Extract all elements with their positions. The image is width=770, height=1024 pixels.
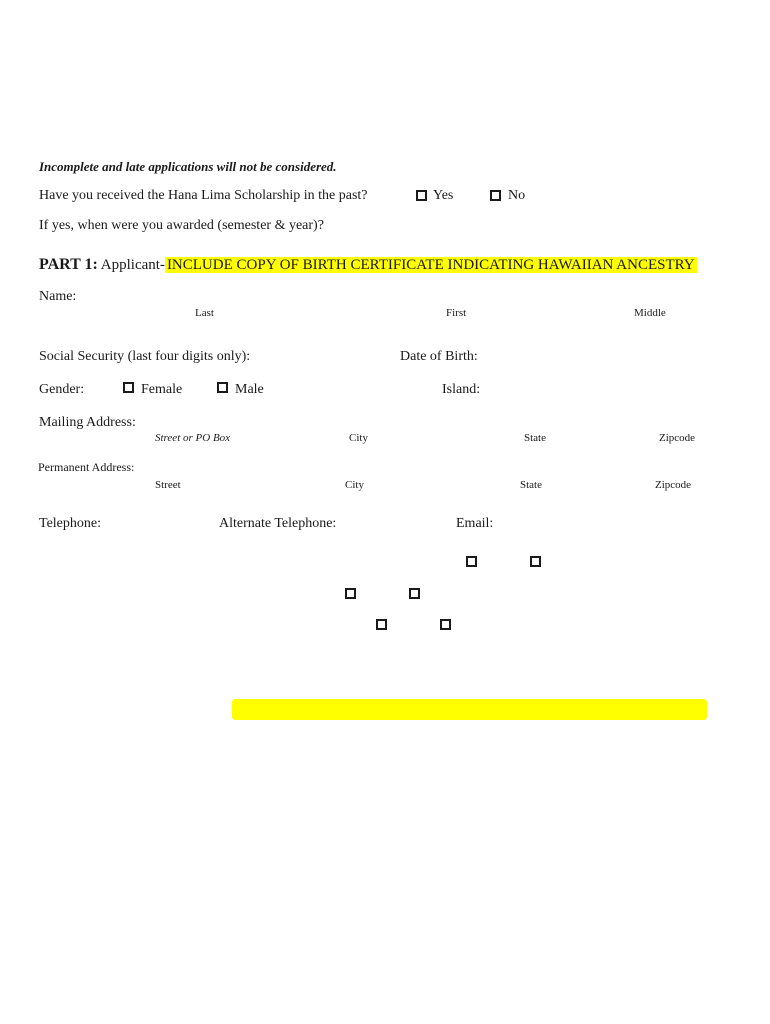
email-label: Email: xyxy=(456,516,494,531)
permanent-state-caption: State xyxy=(520,479,542,491)
part1-applicant: Applicant- xyxy=(100,257,165,273)
name-last-caption: Last xyxy=(195,307,214,319)
mailing-city-caption: City xyxy=(349,432,368,444)
mailing-zip-caption: Zipcode xyxy=(659,432,696,444)
permanent-zip-caption: Zipcode xyxy=(655,479,692,491)
scholarship-question: Have you received the Hana Lima Scholarship in the past? xyxy=(39,188,368,203)
name-label: Name: xyxy=(39,289,77,304)
alt-telephone-label: Alternate Telephone: xyxy=(219,516,337,531)
gender-female-checkbox[interactable] xyxy=(123,382,134,393)
checkbox-row2-b[interactable] xyxy=(409,588,420,599)
part1-prefix: PART 1: xyxy=(39,256,98,273)
gender-label: Gender: xyxy=(39,382,85,397)
permanent-street-caption: Street xyxy=(155,479,181,491)
notice-text: Incomplete and late applications will not be considered. xyxy=(39,159,337,174)
part1-heading xyxy=(39,256,697,274)
gender-male-label: Male xyxy=(235,382,264,397)
checkbox-row3-b[interactable] xyxy=(440,619,451,630)
name-first-caption: First xyxy=(446,307,467,319)
checkbox-row1-b[interactable] xyxy=(530,556,541,567)
checkbox-row2-a[interactable] xyxy=(345,588,356,599)
checkbox-row3-a[interactable] xyxy=(376,619,387,630)
part1-highlight: INCLUDE COPY OF BIRTH CERTIFICATE INDICATING HAWAIIAN ANCESTRY xyxy=(166,257,695,273)
mailing-address-label: Mailing Address: xyxy=(39,415,136,430)
mailing-state-caption: State xyxy=(524,432,546,444)
gender-male-checkbox[interactable] xyxy=(217,382,228,393)
dob-label: Date of Birth: xyxy=(400,349,478,364)
ssn-label: Social Security (last four digits only): xyxy=(39,349,251,364)
scholarship-yes-checkbox[interactable] xyxy=(416,190,427,201)
gender-female-label: Female xyxy=(141,382,183,397)
permanent-city-caption: City xyxy=(345,479,364,491)
mailing-street-caption: Street or PO Box xyxy=(155,432,231,444)
highlight-bar xyxy=(232,699,707,720)
name-middle-caption: Middle xyxy=(634,307,666,319)
permanent-address-label: Permanent Address: xyxy=(38,460,135,474)
scholarship-no-label: No xyxy=(508,188,526,203)
scholarship-yes-label: Yes xyxy=(433,188,454,203)
scholarship-no-checkbox[interactable] xyxy=(490,190,501,201)
island-label: Island: xyxy=(442,382,481,397)
checkbox-row1-a[interactable] xyxy=(466,556,477,567)
telephone-label: Telephone: xyxy=(39,516,101,531)
scholarship-followup: If yes, when were you awarded (semester & year)? xyxy=(39,218,324,233)
